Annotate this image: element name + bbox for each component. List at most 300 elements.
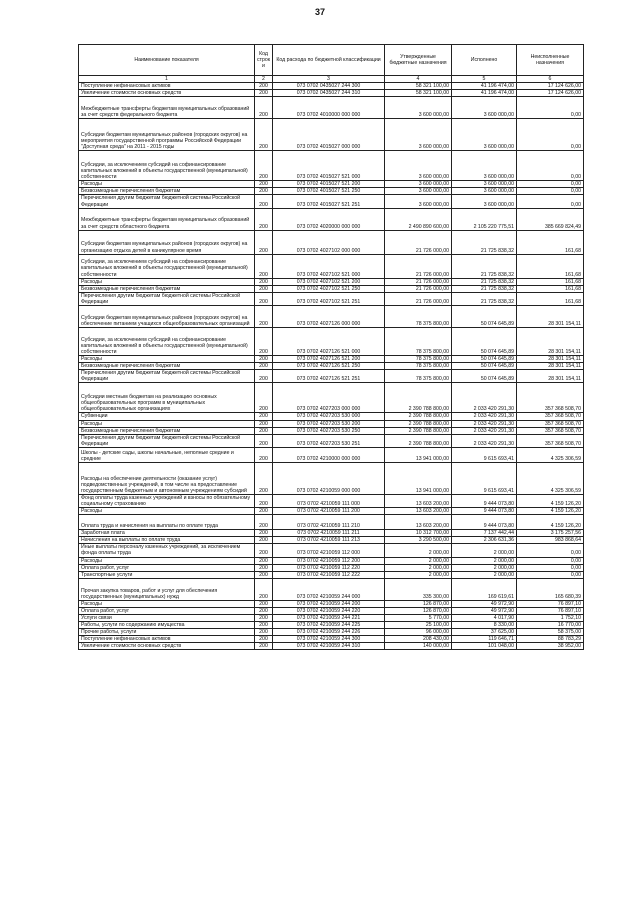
table-row bbox=[79, 494, 584, 507]
row-name-cell: Безвозмездные перечисления бюджетам bbox=[79, 188, 255, 195]
row-name-cell: Перечисления другим бюджетам бюджетной системы Российской Федерации bbox=[79, 195, 255, 208]
row-line-code-cell: 200 bbox=[255, 370, 273, 383]
row-name-cell: Субсидии местным бюджетам на реализацию основных общеобразовательных программ в муниципальных общеобразовательных организациях bbox=[79, 383, 255, 413]
row-executed-cell: 2 105 220 775,51 bbox=[452, 208, 517, 230]
row-expense-code-cell: 073 0702 4027203 530 251 bbox=[273, 434, 385, 447]
row-executed-cell: 21 725 838,32 bbox=[452, 230, 517, 254]
row-line-code-cell: 200 bbox=[255, 254, 273, 278]
row-expense-code-cell: 073 0702 4210059 244 226 bbox=[273, 629, 385, 636]
row-unexecuted-cell: 0,00 bbox=[517, 188, 584, 195]
table-row bbox=[79, 537, 584, 544]
row-expense-code-cell: 073 0702 4210059 244 200 bbox=[273, 600, 385, 607]
row-name-cell: Расходы bbox=[79, 508, 255, 515]
table-row bbox=[79, 420, 584, 427]
row-approved-cell: 208 430,00 bbox=[385, 636, 452, 643]
row-executed-cell: 3 600 000,00 bbox=[452, 151, 517, 181]
row-expense-code-cell: 073 0702 4015027 521 000 bbox=[273, 151, 385, 181]
row-unexecuted-cell: 357 368 508,70 bbox=[517, 427, 584, 434]
row-expense-code-cell: 073 0702 4210059 111 000 bbox=[273, 494, 385, 507]
row-name-cell: Перечисления другим бюджетам бюджетной системы Российской Федерации bbox=[79, 370, 255, 383]
row-name-cell: Оплата работ, услуг bbox=[79, 607, 255, 614]
table-row bbox=[79, 600, 584, 607]
row-line-code-cell: 200 bbox=[255, 600, 273, 607]
table-row bbox=[79, 629, 584, 636]
row-approved-cell: 78 375 800,00 bbox=[385, 356, 452, 363]
row-line-code-cell: 200 bbox=[255, 508, 273, 515]
row-unexecuted-cell: 58 375,00 bbox=[517, 629, 584, 636]
header-expense-code: Код расхода по бюджетной классификации bbox=[273, 45, 385, 76]
row-unexecuted-cell: 0,00 bbox=[517, 564, 584, 571]
row-approved-cell: 3 600 000,00 bbox=[385, 151, 452, 181]
row-approved-cell: 58 321 100,00 bbox=[385, 83, 452, 90]
row-approved-cell: 10 312 700,00 bbox=[385, 530, 452, 537]
row-expense-code-cell: 073 0702 4027203 530 000 bbox=[273, 413, 385, 420]
row-executed-cell: 3 600 000,00 bbox=[452, 119, 517, 151]
row-line-code-cell: 200 bbox=[255, 607, 273, 614]
row-approved-cell: 13 603 200,00 bbox=[385, 508, 452, 515]
table-row bbox=[79, 285, 584, 292]
row-unexecuted-cell: 983 868,64 bbox=[517, 537, 584, 544]
table-row bbox=[79, 278, 584, 285]
row-approved-cell: 2 000,00 bbox=[385, 544, 452, 557]
table-row bbox=[79, 151, 584, 181]
row-name-cell: Расходы bbox=[79, 420, 255, 427]
row-name-cell: Расходы bbox=[79, 557, 255, 564]
row-expense-code-cell: 073 0702 4210059 244 225 bbox=[273, 622, 385, 629]
table-row bbox=[79, 363, 584, 370]
table-row bbox=[79, 571, 584, 578]
table-row bbox=[79, 636, 584, 643]
row-expense-code-cell: 073 0702 4027102 521 200 bbox=[273, 278, 385, 285]
row-name-cell: Субвенции bbox=[79, 413, 255, 420]
row-approved-cell: 78 375 800,00 bbox=[385, 306, 452, 328]
row-line-code-cell: 200 bbox=[255, 564, 273, 571]
row-executed-cell: 3 600 000,00 bbox=[452, 97, 517, 119]
row-expense-code-cell: 073 0702 4210059 244 221 bbox=[273, 615, 385, 622]
table-row bbox=[79, 181, 584, 188]
row-executed-cell: 9 444 073,80 bbox=[452, 494, 517, 507]
row-line-code-cell: 200 bbox=[255, 230, 273, 254]
row-expense-code-cell: 073 0702 0435027 244 300 bbox=[273, 83, 385, 90]
row-unexecuted-cell: 3 175 257,56 bbox=[517, 530, 584, 537]
row-executed-cell: 41 196 474,00 bbox=[452, 90, 517, 97]
row-expense-code-cell: 073 0702 4027203 530 200 bbox=[273, 420, 385, 427]
row-name-cell: Субсидии бюджетам муниципальных районов (городских округов) на обеспечение питанием учащихся общеобразовательных организаций bbox=[79, 306, 255, 328]
row-expense-code-cell: 073 0702 4015027 521 251 bbox=[273, 195, 385, 208]
row-unexecuted-cell: 161,68 bbox=[517, 254, 584, 278]
row-name-cell: Транспортные услуги bbox=[79, 571, 255, 578]
row-expense-code-cell: 073 0702 4027203 530 250 bbox=[273, 427, 385, 434]
row-expense-code-cell: 073 0702 4210059 112 000 bbox=[273, 544, 385, 557]
column-number: 6 bbox=[517, 76, 584, 83]
row-line-code-cell: 200 bbox=[255, 622, 273, 629]
row-approved-cell: 3 600 000,00 bbox=[385, 188, 452, 195]
row-approved-cell: 3 600 000,00 bbox=[385, 195, 452, 208]
row-unexecuted-cell: 165 680,39 bbox=[517, 578, 584, 600]
row-approved-cell: 13 941 000,00 bbox=[385, 462, 452, 494]
table-row bbox=[79, 370, 584, 383]
row-unexecuted-cell: 0,00 bbox=[517, 544, 584, 557]
header-line-code: Код строк и bbox=[255, 45, 273, 76]
row-expense-code-cell: 073 0702 4015027 521 250 bbox=[273, 188, 385, 195]
row-line-code-cell: 200 bbox=[255, 578, 273, 600]
row-expense-code-cell: 073 0702 4210059 111 200 bbox=[273, 508, 385, 515]
row-approved-cell: 96 000,00 bbox=[385, 629, 452, 636]
table-row bbox=[79, 356, 584, 363]
row-approved-cell: 2 390 788 800,00 bbox=[385, 413, 452, 420]
table-body bbox=[79, 83, 584, 650]
row-name-cell: Межбюджетные трансферты бюджетам муниципальных образований за счет средств областного бюджета bbox=[79, 208, 255, 230]
row-unexecuted-cell: 0,00 bbox=[517, 97, 584, 119]
row-expense-code-cell: 073 0702 4027126 000 000 bbox=[273, 306, 385, 328]
row-expense-code-cell: 073 0702 4027126 521 251 bbox=[273, 370, 385, 383]
row-executed-cell: 21 725 838,32 bbox=[452, 254, 517, 278]
row-unexecuted-cell: 0,00 bbox=[517, 181, 584, 188]
row-executed-cell: 2 033 420 291,30 bbox=[452, 413, 517, 420]
table-row bbox=[79, 119, 584, 151]
row-name-cell: Поступление нефинансовых активов bbox=[79, 83, 255, 90]
row-approved-cell: 78 375 800,00 bbox=[385, 370, 452, 383]
row-approved-cell: 2 390 788 800,00 bbox=[385, 434, 452, 447]
row-approved-cell: 58 321 100,00 bbox=[385, 90, 452, 97]
row-approved-cell: 2 000,00 bbox=[385, 557, 452, 564]
table-row bbox=[79, 90, 584, 97]
row-executed-cell: 2 033 420 291,30 bbox=[452, 420, 517, 427]
row-unexecuted-cell: 4 325 306,59 bbox=[517, 447, 584, 462]
row-executed-cell: 7 137 442,44 bbox=[452, 530, 517, 537]
row-name-cell: Прочие работы, услуги bbox=[79, 629, 255, 636]
row-expense-code-cell: 073 0702 4015027 521 200 bbox=[273, 181, 385, 188]
row-approved-cell: 25 100,00 bbox=[385, 622, 452, 629]
row-line-code-cell: 200 bbox=[255, 629, 273, 636]
row-line-code-cell: 200 bbox=[255, 434, 273, 447]
row-name-cell: Субсидии, за исключением субсидий на софинансирование капитальных вложений в объекты государственной (муниципальной) собственности bbox=[79, 254, 255, 278]
row-approved-cell: 126 870,00 bbox=[385, 600, 452, 607]
row-approved-cell: 21 726 000,00 bbox=[385, 292, 452, 305]
row-executed-cell: 50 074 645,89 bbox=[452, 370, 517, 383]
table-row bbox=[79, 413, 584, 420]
header-executed: Исполнено bbox=[452, 45, 517, 76]
row-executed-cell: 2 000,00 bbox=[452, 564, 517, 571]
row-name-cell: Расходы bbox=[79, 356, 255, 363]
column-number-row bbox=[79, 76, 584, 83]
row-expense-code-cell: 073 0702 4027102 000 000 bbox=[273, 230, 385, 254]
row-executed-cell: 41 196 474,00 bbox=[452, 83, 517, 90]
row-approved-cell: 21 726 000,00 bbox=[385, 254, 452, 278]
row-executed-cell: 169 619,61 bbox=[452, 578, 517, 600]
table-row bbox=[79, 544, 584, 557]
row-line-code-cell: 200 bbox=[255, 278, 273, 285]
row-name-cell: Субсидии, за исключением субсидий на софинансирование капитальных вложений в объекты государственной (муниципальной) собственности bbox=[79, 151, 255, 181]
row-name-cell: Работы, услуги по содержанию имущества bbox=[79, 622, 255, 629]
table-row bbox=[79, 328, 584, 356]
row-expense-code-cell: 073 0702 4010000 000 000 bbox=[273, 97, 385, 119]
row-line-code-cell: 200 bbox=[255, 363, 273, 370]
row-line-code-cell: 200 bbox=[255, 195, 273, 208]
row-name-cell: Субсидии бюджетам муниципальных районов (городских округов) на мероприятия государственной программы Российской Федерации "Доступная среда" на 2011 - 2015 годы bbox=[79, 119, 255, 151]
table-row bbox=[79, 564, 584, 571]
row-approved-cell: 3 600 000,00 bbox=[385, 119, 452, 151]
row-expense-code-cell: 073 0702 4210059 244 310 bbox=[273, 643, 385, 650]
row-approved-cell: 335 300,00 bbox=[385, 578, 452, 600]
row-unexecuted-cell: 28 301 154,11 bbox=[517, 356, 584, 363]
row-expense-code-cell: 073 0702 4027102 521 251 bbox=[273, 292, 385, 305]
row-name-cell: Оплата работ, услуг bbox=[79, 564, 255, 571]
row-expense-code-cell: 073 0702 4210059 244 000 bbox=[273, 578, 385, 600]
row-approved-cell: 3 600 000,00 bbox=[385, 97, 452, 119]
column-number: 2 bbox=[255, 76, 273, 83]
row-line-code-cell: 200 bbox=[255, 285, 273, 292]
row-line-code-cell: 200 bbox=[255, 537, 273, 544]
row-line-code-cell: 200 bbox=[255, 530, 273, 537]
row-approved-cell: 3 600 000,00 bbox=[385, 181, 452, 188]
row-unexecuted-cell: 357 368 508,70 bbox=[517, 383, 584, 413]
row-name-cell: Прочая закупка товаров, работ и услуг для обеспечения государственных (муниципальных) нужд bbox=[79, 578, 255, 600]
row-name-cell: Расходы bbox=[79, 278, 255, 285]
table-header-row bbox=[79, 45, 584, 76]
row-unexecuted-cell: 161,68 bbox=[517, 278, 584, 285]
row-expense-code-cell: 073 0702 4210059 244 220 bbox=[273, 607, 385, 614]
row-executed-cell: 21 725 838,32 bbox=[452, 285, 517, 292]
row-executed-cell: 2 306 631,36 bbox=[452, 537, 517, 544]
header-name: Наименование показателя bbox=[79, 45, 255, 76]
row-approved-cell: 3 290 500,00 bbox=[385, 537, 452, 544]
row-approved-cell: 13 603 200,00 bbox=[385, 515, 452, 530]
row-line-code-cell: 200 bbox=[255, 462, 273, 494]
row-expense-code-cell: 073 0702 4210000 000 000 bbox=[273, 447, 385, 462]
row-name-cell: Безвозмездные перечисления бюджетам bbox=[79, 427, 255, 434]
row-approved-cell: 2 390 788 800,00 bbox=[385, 383, 452, 413]
table-row bbox=[79, 615, 584, 622]
row-line-code-cell: 200 bbox=[255, 90, 273, 97]
row-executed-cell: 119 646,71 bbox=[452, 636, 517, 643]
table-row bbox=[79, 230, 584, 254]
row-unexecuted-cell: 38 952,00 bbox=[517, 643, 584, 650]
row-approved-cell: 5 770,00 bbox=[385, 615, 452, 622]
table-row bbox=[79, 83, 584, 90]
row-unexecuted-cell: 0,00 bbox=[517, 195, 584, 208]
row-name-cell: Безвозмездные перечисления бюджетам bbox=[79, 363, 255, 370]
row-line-code-cell: 200 bbox=[255, 356, 273, 363]
row-name-cell: Заработная плата bbox=[79, 530, 255, 537]
row-unexecuted-cell: 357 368 508,70 bbox=[517, 413, 584, 420]
row-approved-cell: 126 870,00 bbox=[385, 607, 452, 614]
row-line-code-cell: 200 bbox=[255, 328, 273, 356]
row-executed-cell: 4 017,90 bbox=[452, 615, 517, 622]
row-name-cell: Фонд оплаты труда казенных учреждений и взносы по обязательному социальному страхованию bbox=[79, 494, 255, 507]
row-unexecuted-cell: 17 124 626,00 bbox=[517, 83, 584, 90]
header-approved: Утвержденные бюджетные назначения bbox=[385, 45, 452, 76]
row-line-code-cell: 200 bbox=[255, 420, 273, 427]
row-unexecuted-cell: 16 770,00 bbox=[517, 622, 584, 629]
table-row bbox=[79, 557, 584, 564]
row-line-code-cell: 200 bbox=[255, 557, 273, 564]
row-expense-code-cell: 073 0702 4210059 112 200 bbox=[273, 557, 385, 564]
row-name-cell: Расходы bbox=[79, 600, 255, 607]
row-name-cell: Субсидии бюджетам муниципальных районов (городских округов) на организацию отдыха детей в каникулярное время bbox=[79, 230, 255, 254]
row-name-cell: Увеличение стоимости основных средств bbox=[79, 90, 255, 97]
row-approved-cell: 78 375 800,00 bbox=[385, 363, 452, 370]
row-executed-cell: 9 444 073,80 bbox=[452, 515, 517, 530]
table-row bbox=[79, 383, 584, 413]
row-unexecuted-cell: 4 159 126,20 bbox=[517, 515, 584, 530]
row-unexecuted-cell: 0,00 bbox=[517, 571, 584, 578]
row-unexecuted-cell: 76 897,10 bbox=[517, 607, 584, 614]
row-line-code-cell: 200 bbox=[255, 515, 273, 530]
table-row bbox=[79, 188, 584, 195]
row-expense-code-cell: 073 0702 4020000 000 000 bbox=[273, 208, 385, 230]
row-expense-code-cell: 073 0702 0435027 244 310 bbox=[273, 90, 385, 97]
row-unexecuted-cell: 88 783,29 bbox=[517, 636, 584, 643]
row-approved-cell: 78 375 800,00 bbox=[385, 328, 452, 356]
row-line-code-cell: 200 bbox=[255, 292, 273, 305]
row-unexecuted-cell: 161,68 bbox=[517, 285, 584, 292]
row-name-cell: Субсидии, за исключением субсидий на софинансирование капитальных вложений в объекты государственной (муниципальной) собственности bbox=[79, 328, 255, 356]
row-unexecuted-cell: 28 301 154,11 bbox=[517, 370, 584, 383]
row-name-cell: Перечисления другим бюджетам бюджетной системы Российской Федерации bbox=[79, 292, 255, 305]
row-name-cell: Увеличение стоимости основных средств bbox=[79, 643, 255, 650]
row-expense-code-cell: 073 0702 4027126 521 000 bbox=[273, 328, 385, 356]
row-line-code-cell: 200 bbox=[255, 544, 273, 557]
column-number: 5 bbox=[452, 76, 517, 83]
row-name-cell: Начисления на выплаты по оплате труда bbox=[79, 537, 255, 544]
column-number: 1 bbox=[79, 76, 255, 83]
row-approved-cell: 2 390 788 800,00 bbox=[385, 420, 452, 427]
row-name-cell: Перечисления другим бюджетам бюджетной системы Российской Федерации bbox=[79, 434, 255, 447]
table-row bbox=[79, 447, 584, 462]
row-unexecuted-cell: 4 325 306,59 bbox=[517, 462, 584, 494]
row-expense-code-cell: 073 0702 4027126 521 200 bbox=[273, 356, 385, 363]
row-executed-cell: 49 972,90 bbox=[452, 607, 517, 614]
row-unexecuted-cell: 0,00 bbox=[517, 119, 584, 151]
row-executed-cell: 50 074 645,89 bbox=[452, 306, 517, 328]
table-row bbox=[79, 515, 584, 530]
row-unexecuted-cell: 161,68 bbox=[517, 230, 584, 254]
table-row bbox=[79, 508, 584, 515]
row-line-code-cell: 200 bbox=[255, 208, 273, 230]
row-executed-cell: 37 625,00 bbox=[452, 629, 517, 636]
row-line-code-cell: 200 bbox=[255, 643, 273, 650]
row-line-code-cell: 200 bbox=[255, 427, 273, 434]
row-executed-cell: 9 444 073,80 bbox=[452, 508, 517, 515]
row-expense-code-cell: 073 0702 4027203 000 000 bbox=[273, 383, 385, 413]
table-row bbox=[79, 292, 584, 305]
table-row bbox=[79, 607, 584, 614]
row-executed-cell: 2 000,00 bbox=[452, 544, 517, 557]
row-line-code-cell: 200 bbox=[255, 119, 273, 151]
row-unexecuted-cell: 4 159 126,20 bbox=[517, 508, 584, 515]
row-expense-code-cell: 073 0702 4210059 111 210 bbox=[273, 515, 385, 530]
row-executed-cell: 3 600 000,00 bbox=[452, 181, 517, 188]
row-line-code-cell: 200 bbox=[255, 181, 273, 188]
row-unexecuted-cell: 357 368 508,70 bbox=[517, 434, 584, 447]
table-row bbox=[79, 622, 584, 629]
row-expense-code-cell: 073 0702 4210059 112 220 bbox=[273, 564, 385, 571]
row-executed-cell: 21 725 838,32 bbox=[452, 292, 517, 305]
row-approved-cell: 140 000,00 bbox=[385, 643, 452, 650]
row-expense-code-cell: 073 0702 4210059 111 213 bbox=[273, 537, 385, 544]
row-executed-cell: 2 000,00 bbox=[452, 571, 517, 578]
row-approved-cell: 21 726 000,00 bbox=[385, 230, 452, 254]
row-unexecuted-cell: 76 897,10 bbox=[517, 600, 584, 607]
row-line-code-cell: 200 bbox=[255, 636, 273, 643]
row-line-code-cell: 200 bbox=[255, 383, 273, 413]
row-name-cell: Межбюджетные трансферты бюджетам муниципальных образований за счет средств федерального бюджета bbox=[79, 97, 255, 119]
row-unexecuted-cell: 385 669 824,49 bbox=[517, 208, 584, 230]
table-row bbox=[79, 254, 584, 278]
table-row bbox=[79, 643, 584, 650]
row-name-cell: Школы - детские сады, школы начальные, неполные средние и средние bbox=[79, 447, 255, 462]
row-executed-cell: 3 600 000,00 bbox=[452, 188, 517, 195]
row-name-cell: Расходы bbox=[79, 181, 255, 188]
row-line-code-cell: 200 bbox=[255, 97, 273, 119]
row-name-cell: Поступление нефинансовых активов bbox=[79, 636, 255, 643]
row-name-cell: Безвозмездные перечисления бюджетам bbox=[79, 285, 255, 292]
row-unexecuted-cell: 0,00 bbox=[517, 557, 584, 564]
row-name-cell: Оплата труда и начисления на выплаты по оплате труда bbox=[79, 515, 255, 530]
row-executed-cell: 2 033 420 291,30 bbox=[452, 434, 517, 447]
row-line-code-cell: 200 bbox=[255, 413, 273, 420]
row-expense-code-cell: 073 0702 4027102 521 000 bbox=[273, 254, 385, 278]
row-line-code-cell: 200 bbox=[255, 306, 273, 328]
row-executed-cell: 50 074 645,89 bbox=[452, 328, 517, 356]
table-row bbox=[79, 530, 584, 537]
row-executed-cell: 2 033 420 291,30 bbox=[452, 427, 517, 434]
row-approved-cell: 2 000,00 bbox=[385, 564, 452, 571]
column-number: 4 bbox=[385, 76, 452, 83]
row-unexecuted-cell: 357 368 508,70 bbox=[517, 420, 584, 427]
row-expense-code-cell: 073 0702 4210059 244 300 bbox=[273, 636, 385, 643]
row-approved-cell: 2 490 890 600,00 bbox=[385, 208, 452, 230]
row-executed-cell: 3 600 000,00 bbox=[452, 195, 517, 208]
row-approved-cell: 2 390 788 800,00 bbox=[385, 427, 452, 434]
row-line-code-cell: 200 bbox=[255, 447, 273, 462]
row-expense-code-cell: 073 0702 4210059 000 000 bbox=[273, 462, 385, 494]
row-unexecuted-cell: 17 124 626,00 bbox=[517, 90, 584, 97]
row-unexecuted-cell: 28 301 154,11 bbox=[517, 306, 584, 328]
table-row bbox=[79, 434, 584, 447]
row-unexecuted-cell: 4 159 126,20 bbox=[517, 494, 584, 507]
table-row bbox=[79, 208, 584, 230]
row-line-code-cell: 200 bbox=[255, 188, 273, 195]
row-line-code-cell: 200 bbox=[255, 151, 273, 181]
table-row bbox=[79, 427, 584, 434]
row-executed-cell: 2 000,00 bbox=[452, 557, 517, 564]
column-number: 3 bbox=[273, 76, 385, 83]
row-executed-cell: 9 615 693,41 bbox=[452, 462, 517, 494]
row-name-cell: Услуги связи bbox=[79, 615, 255, 622]
row-executed-cell: 21 725 838,32 bbox=[452, 278, 517, 285]
table-row bbox=[79, 578, 584, 600]
row-executed-cell: 9 615 693,41 bbox=[452, 447, 517, 462]
row-approved-cell: 13 603 200,00 bbox=[385, 494, 452, 507]
row-name-cell: Расходы на обеспечение деятельности (оказание услуг) подведомственных учреждений, в том числе на предоставление государственным бюджетным и автономным учреждениям субсидий bbox=[79, 462, 255, 494]
row-executed-cell: 50 074 645,89 bbox=[452, 363, 517, 370]
row-expense-code-cell: 073 0702 4027126 521 250 bbox=[273, 363, 385, 370]
row-line-code-cell: 200 bbox=[255, 494, 273, 507]
table-row bbox=[79, 306, 584, 328]
row-unexecuted-cell: 1 752,10 bbox=[517, 615, 584, 622]
row-expense-code-cell: 073 0702 4015027 000 000 bbox=[273, 119, 385, 151]
row-approved-cell: 21 726 000,00 bbox=[385, 285, 452, 292]
budget-execution-table bbox=[78, 44, 584, 650]
row-line-code-cell: 200 bbox=[255, 83, 273, 90]
row-name-cell: Иные выплаты персоналу казенных учреждений, за исключением фонда оплаты труда bbox=[79, 544, 255, 557]
row-unexecuted-cell: 28 301 154,11 bbox=[517, 328, 584, 356]
row-line-code-cell: 200 bbox=[255, 615, 273, 622]
row-approved-cell: 13 941 000,00 bbox=[385, 447, 452, 462]
row-unexecuted-cell: 161,68 bbox=[517, 292, 584, 305]
